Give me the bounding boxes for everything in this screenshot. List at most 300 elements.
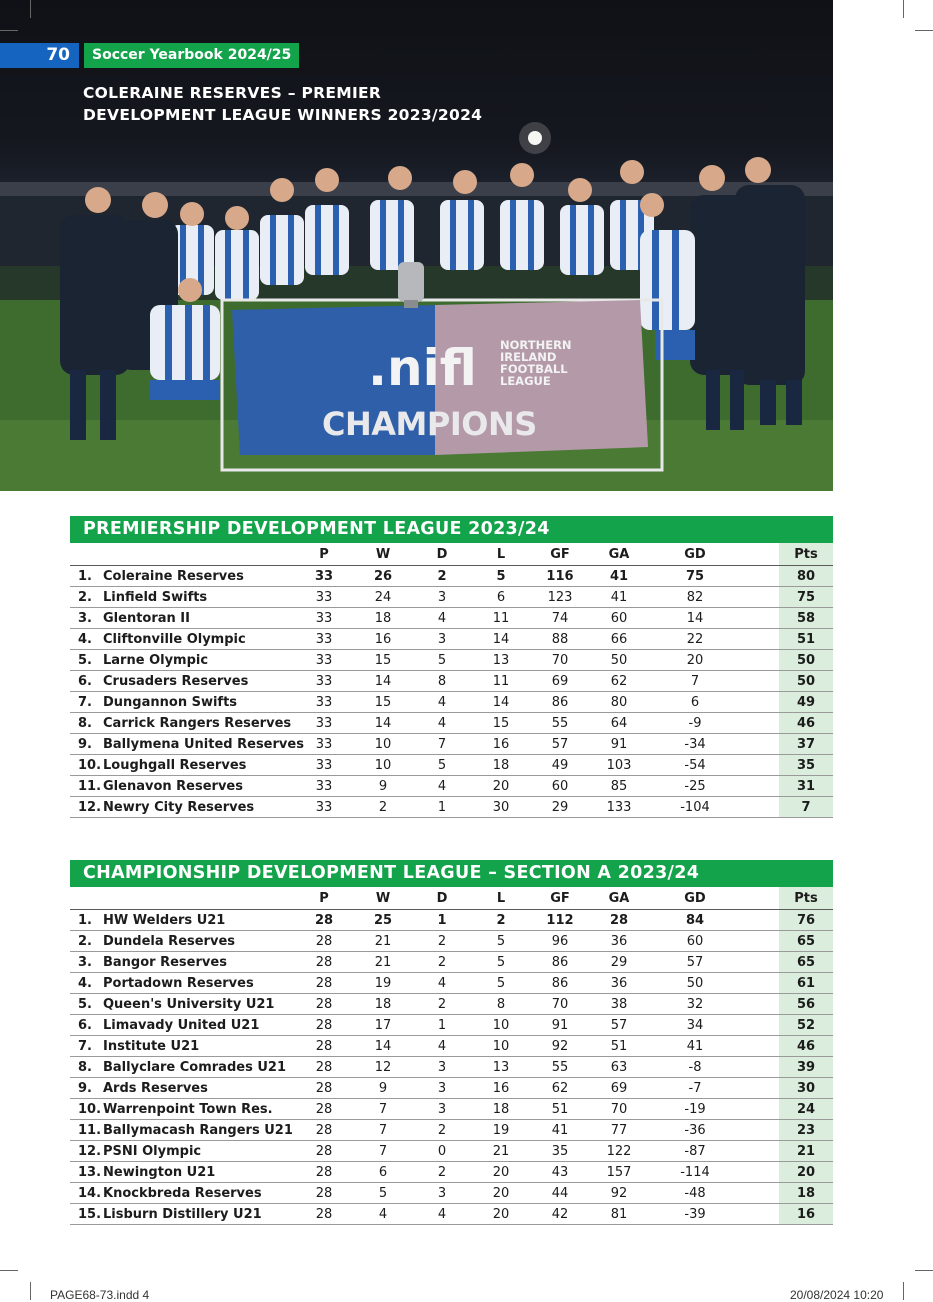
cell-pts: 52 [779, 1015, 833, 1036]
cell-gf: 60 [534, 776, 586, 797]
cell-team: Linfield Swifts [103, 587, 298, 608]
table-row [70, 713, 833, 734]
cell-ga: 103 [586, 755, 652, 776]
cell-team: Ballymena United Reserves [103, 734, 298, 755]
banner-league-line: NORTHERN [500, 338, 572, 352]
spacer-cell [738, 1120, 779, 1141]
header-spacer [738, 543, 779, 566]
cell-gf: 49 [534, 755, 586, 776]
table-row [70, 952, 833, 973]
cell-ga: 50 [586, 650, 652, 671]
table-row [70, 931, 833, 952]
cell-team: Knockbreda Reserves [103, 1183, 298, 1204]
cell-gf: 86 [534, 952, 586, 973]
cell-gf: 42 [534, 1204, 586, 1225]
cell-l: 10 [468, 1015, 534, 1036]
cell-pos: 5. [70, 650, 103, 671]
cell-w: 21 [350, 931, 416, 952]
spacer-cell [738, 1162, 779, 1183]
cell-ga: 85 [586, 776, 652, 797]
cell-p: 33 [298, 629, 350, 650]
cell-ga: 81 [586, 1204, 652, 1225]
cell-d: 3 [416, 1099, 468, 1120]
table-row [70, 910, 833, 931]
cell-ga: 91 [586, 734, 652, 755]
cell-l: 20 [468, 1183, 534, 1204]
cell-l: 18 [468, 755, 534, 776]
cell-gf: 29 [534, 797, 586, 818]
cell-ga: 51 [586, 1036, 652, 1057]
cell-gd: -114 [652, 1162, 738, 1183]
cell-gd: -54 [652, 755, 738, 776]
cell-gd: -87 [652, 1141, 738, 1162]
cell-gf: 41 [534, 1120, 586, 1141]
cell-w: 7 [350, 1120, 416, 1141]
cell-d: 0 [416, 1141, 468, 1162]
cell-w: 14 [350, 1036, 416, 1057]
cell-d: 4 [416, 973, 468, 994]
cell-pos: 10. [70, 755, 103, 776]
cell-ga: 57 [586, 1015, 652, 1036]
table-row [70, 608, 833, 629]
cell-p: 28 [298, 1162, 350, 1183]
cell-gf: 86 [534, 973, 586, 994]
cell-ga: 69 [586, 1078, 652, 1099]
header-pos [70, 887, 103, 910]
cell-l: 20 [468, 1204, 534, 1225]
spacer-cell [738, 1099, 779, 1120]
cell-pts: 49 [779, 692, 833, 713]
crop-mark [0, 1270, 18, 1271]
cell-d: 2 [416, 952, 468, 973]
cell-pts: 30 [779, 1078, 833, 1099]
cell-team: Carrick Rangers Reserves [103, 713, 298, 734]
cell-gd: -25 [652, 776, 738, 797]
cell-p: 28 [298, 1099, 350, 1120]
table-row [70, 566, 833, 587]
cell-gf: 55 [534, 1057, 586, 1078]
cell-gf: 62 [534, 1078, 586, 1099]
cell-team: Ballymacash Rangers U21 [103, 1120, 298, 1141]
cell-w: 10 [350, 755, 416, 776]
cell-pts: 31 [779, 776, 833, 797]
cell-gd: 7 [652, 671, 738, 692]
cell-p: 28 [298, 1078, 350, 1099]
cell-gf: 35 [534, 1141, 586, 1162]
table-row [70, 587, 833, 608]
cell-pts: 21 [779, 1141, 833, 1162]
cell-w: 14 [350, 671, 416, 692]
cell-p: 33 [298, 713, 350, 734]
cell-pts: 58 [779, 608, 833, 629]
cell-pts: 76 [779, 910, 833, 931]
caption-line: COLERAINE RESERVES – PREMIER [83, 84, 382, 102]
cell-p: 28 [298, 1204, 350, 1225]
cell-gd: -39 [652, 1204, 738, 1225]
table-row [70, 797, 833, 818]
cell-d: 3 [416, 1078, 468, 1099]
banner-league-name [500, 339, 572, 387]
spacer-cell [738, 1204, 779, 1225]
table-row [70, 994, 833, 1015]
cell-pts: 46 [779, 713, 833, 734]
cell-team: Crusaders Reserves [103, 671, 298, 692]
header-d: D [416, 887, 468, 910]
spacer-cell [738, 994, 779, 1015]
header-team [103, 543, 298, 566]
spacer-cell [738, 566, 779, 587]
cell-p: 33 [298, 587, 350, 608]
cell-gf: 86 [534, 692, 586, 713]
cell-p: 28 [298, 1183, 350, 1204]
cell-gf: 55 [534, 713, 586, 734]
cell-d: 4 [416, 776, 468, 797]
photo-caption [83, 82, 482, 126]
cell-team: HW Welders U21 [103, 910, 298, 931]
cell-d: 3 [416, 587, 468, 608]
header-p: P [298, 887, 350, 910]
cell-ga: 36 [586, 973, 652, 994]
cell-team: Dungannon Swifts [103, 692, 298, 713]
standings-table [70, 887, 833, 1225]
table-row [70, 692, 833, 713]
cell-gd: 32 [652, 994, 738, 1015]
cell-gd: -36 [652, 1120, 738, 1141]
cell-p: 28 [298, 931, 350, 952]
cell-l: 21 [468, 1141, 534, 1162]
cell-p: 28 [298, 1057, 350, 1078]
cell-gf: 70 [534, 994, 586, 1015]
cell-l: 20 [468, 776, 534, 797]
cell-pos: 1. [70, 566, 103, 587]
header-w: W [350, 543, 416, 566]
cell-d: 1 [416, 797, 468, 818]
cell-pos: 7. [70, 1036, 103, 1057]
cell-pts: 50 [779, 650, 833, 671]
footer-file: PAGE68-73.indd 4 [50, 1288, 150, 1302]
cell-gd: -19 [652, 1099, 738, 1120]
crop-mark [915, 1270, 933, 1271]
cell-l: 13 [468, 650, 534, 671]
cell-l: 10 [468, 1036, 534, 1057]
cell-team: Newry City Reserves [103, 797, 298, 818]
cell-team: Lisburn Distillery U21 [103, 1204, 298, 1225]
table-body [70, 566, 833, 818]
cell-pos: 15. [70, 1204, 103, 1225]
cell-w: 18 [350, 608, 416, 629]
cell-team: Ards Reserves [103, 1078, 298, 1099]
cell-p: 28 [298, 1120, 350, 1141]
cell-pts: 61 [779, 973, 833, 994]
cell-l: 5 [468, 931, 534, 952]
cell-gf: 70 [534, 650, 586, 671]
cell-ga: 29 [586, 952, 652, 973]
spacer-cell [738, 776, 779, 797]
banner-tagline: CHAMPIONS [322, 405, 537, 443]
crop-mark [30, 1282, 31, 1300]
cell-d: 5 [416, 650, 468, 671]
cell-gf: 57 [534, 734, 586, 755]
cell-ga: 122 [586, 1141, 652, 1162]
header-gd: GD [652, 887, 738, 910]
cell-gd: -9 [652, 713, 738, 734]
banner-league-line: LEAGUE [500, 374, 551, 388]
cell-w: 7 [350, 1141, 416, 1162]
cell-p: 33 [298, 671, 350, 692]
cell-p: 33 [298, 755, 350, 776]
cell-ga: 41 [586, 566, 652, 587]
cell-pos: 13. [70, 1162, 103, 1183]
cell-l: 18 [468, 1099, 534, 1120]
cell-p: 33 [298, 797, 350, 818]
cell-pos: 12. [70, 1141, 103, 1162]
cell-d: 4 [416, 608, 468, 629]
cell-d: 1 [416, 1015, 468, 1036]
cell-pos: 11. [70, 776, 103, 797]
cell-pos: 12. [70, 797, 103, 818]
cell-pts: 23 [779, 1120, 833, 1141]
cell-pts: 20 [779, 1162, 833, 1183]
table-row [70, 1162, 833, 1183]
cell-team: Larne Olympic [103, 650, 298, 671]
cell-w: 4 [350, 1204, 416, 1225]
cell-d: 1 [416, 910, 468, 931]
table-row [70, 1036, 833, 1057]
cell-pos: 9. [70, 1078, 103, 1099]
cell-team: Limavady United U21 [103, 1015, 298, 1036]
cell-team: Glentoran II [103, 608, 298, 629]
cell-l: 19 [468, 1120, 534, 1141]
cell-d: 2 [416, 1162, 468, 1183]
crop-mark [0, 30, 18, 31]
cell-pos: 6. [70, 671, 103, 692]
cell-pts: 24 [779, 1099, 833, 1120]
cell-team: Dundela Reserves [103, 931, 298, 952]
spacer-cell [738, 587, 779, 608]
cell-pts: 50 [779, 671, 833, 692]
cell-pos: 3. [70, 952, 103, 973]
cell-team: Newington U21 [103, 1162, 298, 1183]
cell-d: 3 [416, 1183, 468, 1204]
caption-line: DEVELOPMENT LEAGUE WINNERS 2023/2024 [83, 106, 483, 124]
cell-d: 7 [416, 734, 468, 755]
cell-ga: 60 [586, 608, 652, 629]
header-p: P [298, 543, 350, 566]
spacer-cell [738, 931, 779, 952]
book-title: Soccer Yearbook 2024/25 [84, 43, 299, 68]
cell-pos: 4. [70, 973, 103, 994]
cell-gf: 43 [534, 1162, 586, 1183]
cell-d: 4 [416, 692, 468, 713]
cell-team: Warrenpoint Town Res. [103, 1099, 298, 1120]
cell-ga: 63 [586, 1057, 652, 1078]
header-gf: GF [534, 543, 586, 566]
table-row [70, 755, 833, 776]
cell-l: 15 [468, 713, 534, 734]
table-row [70, 1099, 833, 1120]
league-title: PREMIERSHIP DEVELOPMENT LEAGUE 2023/24 [70, 516, 833, 543]
cell-pts: 75 [779, 587, 833, 608]
cell-pos: 11. [70, 1120, 103, 1141]
spacer-cell [738, 692, 779, 713]
spacer-cell [738, 629, 779, 650]
cell-l: 5 [468, 952, 534, 973]
header-l: L [468, 543, 534, 566]
table-header-row [70, 887, 833, 910]
cell-gd: 6 [652, 692, 738, 713]
cell-p: 33 [298, 566, 350, 587]
table-row [70, 1057, 833, 1078]
cell-gd: -8 [652, 1057, 738, 1078]
cell-gd: 57 [652, 952, 738, 973]
header-spacer [738, 887, 779, 910]
cell-team: Coleraine Reserves [103, 566, 298, 587]
cell-pos: 3. [70, 608, 103, 629]
cell-w: 15 [350, 650, 416, 671]
cell-d: 2 [416, 994, 468, 1015]
cell-l: 11 [468, 671, 534, 692]
table-row [70, 1120, 833, 1141]
cell-pts: 65 [779, 952, 833, 973]
spacer-cell [738, 952, 779, 973]
cell-w: 10 [350, 734, 416, 755]
table-row [70, 1183, 833, 1204]
cell-w: 9 [350, 1078, 416, 1099]
cell-ga: 38 [586, 994, 652, 1015]
banner-logo-text: .nifl [368, 339, 477, 397]
header-pts: Pts [779, 543, 833, 566]
cell-ga: 70 [586, 1099, 652, 1120]
cell-w: 21 [350, 952, 416, 973]
crop-mark [915, 30, 933, 31]
spacer-cell [738, 1141, 779, 1162]
cell-gf: 96 [534, 931, 586, 952]
spacer-cell [738, 671, 779, 692]
cell-p: 28 [298, 952, 350, 973]
cell-pts: 46 [779, 1036, 833, 1057]
cell-ga: 41 [586, 587, 652, 608]
cell-pts: 16 [779, 1204, 833, 1225]
cell-l: 2 [468, 910, 534, 931]
cell-gd: 41 [652, 1036, 738, 1057]
table-row [70, 1141, 833, 1162]
table-row [70, 776, 833, 797]
cell-gd: 75 [652, 566, 738, 587]
cell-gd: -7 [652, 1078, 738, 1099]
cell-l: 13 [468, 1057, 534, 1078]
cell-team: Queen's University U21 [103, 994, 298, 1015]
cell-pos: 1. [70, 910, 103, 931]
cell-l: 30 [468, 797, 534, 818]
cell-pos: 5. [70, 994, 103, 1015]
footer-timestamp: 20/08/2024 10:20 [790, 1288, 884, 1302]
cell-gf: 116 [534, 566, 586, 587]
cell-gf: 69 [534, 671, 586, 692]
spacer-cell [738, 973, 779, 994]
table-header-row [70, 543, 833, 566]
header-team [103, 887, 298, 910]
cell-d: 4 [416, 713, 468, 734]
spacer-cell [738, 910, 779, 931]
cell-gf: 112 [534, 910, 586, 931]
cell-d: 8 [416, 671, 468, 692]
header-d: D [416, 543, 468, 566]
cell-team: Loughgall Reserves [103, 755, 298, 776]
cell-w: 24 [350, 587, 416, 608]
cell-pos: 9. [70, 734, 103, 755]
cell-gd: -48 [652, 1183, 738, 1204]
premiership-league-table [70, 516, 833, 818]
cell-l: 5 [468, 973, 534, 994]
cell-d: 2 [416, 1120, 468, 1141]
cell-gd: 82 [652, 587, 738, 608]
cell-gd: -104 [652, 797, 738, 818]
cell-gd: 22 [652, 629, 738, 650]
cell-l: 14 [468, 692, 534, 713]
cell-team: Institute U21 [103, 1036, 298, 1057]
cell-w: 9 [350, 776, 416, 797]
cell-pts: 35 [779, 755, 833, 776]
cell-p: 33 [298, 776, 350, 797]
cell-gf: 51 [534, 1099, 586, 1120]
cell-p: 28 [298, 1015, 350, 1036]
cell-pts: 65 [779, 931, 833, 952]
cell-l: 20 [468, 1162, 534, 1183]
table-row [70, 1204, 833, 1225]
table-row [70, 973, 833, 994]
cell-pos: 6. [70, 1015, 103, 1036]
spacer-cell [738, 797, 779, 818]
header-pts: Pts [779, 887, 833, 910]
cell-gf: 74 [534, 608, 586, 629]
cell-team: Cliftonville Olympic [103, 629, 298, 650]
cell-pos: 10. [70, 1099, 103, 1120]
crop-mark [30, 0, 31, 18]
cell-gd: 34 [652, 1015, 738, 1036]
cell-ga: 92 [586, 1183, 652, 1204]
header-ga: GA [586, 887, 652, 910]
cell-gd: 50 [652, 973, 738, 994]
cell-gd: 20 [652, 650, 738, 671]
league-title: CHAMPIONSHIP DEVELOPMENT LEAGUE – SECTION A 2023/24 [70, 860, 833, 887]
cell-p: 33 [298, 734, 350, 755]
cell-p: 33 [298, 650, 350, 671]
banner-league-line: IRELAND [500, 350, 557, 364]
table-body [70, 910, 833, 1225]
spacer-cell [738, 608, 779, 629]
cell-team: Portadown Reserves [103, 973, 298, 994]
cell-w: 25 [350, 910, 416, 931]
cell-w: 2 [350, 797, 416, 818]
cell-pts: 7 [779, 797, 833, 818]
team-photo [0, 0, 833, 491]
header-w: W [350, 887, 416, 910]
cell-gf: 92 [534, 1036, 586, 1057]
cell-p: 28 [298, 973, 350, 994]
cell-w: 12 [350, 1057, 416, 1078]
cell-w: 26 [350, 566, 416, 587]
cell-l: 14 [468, 629, 534, 650]
header-ga: GA [586, 543, 652, 566]
header-gf: GF [534, 887, 586, 910]
cell-w: 17 [350, 1015, 416, 1036]
championship-league-table [70, 860, 833, 1225]
crop-mark [903, 0, 904, 18]
cell-w: 15 [350, 692, 416, 713]
cell-pts: 80 [779, 566, 833, 587]
table-row [70, 671, 833, 692]
cell-d: 2 [416, 931, 468, 952]
